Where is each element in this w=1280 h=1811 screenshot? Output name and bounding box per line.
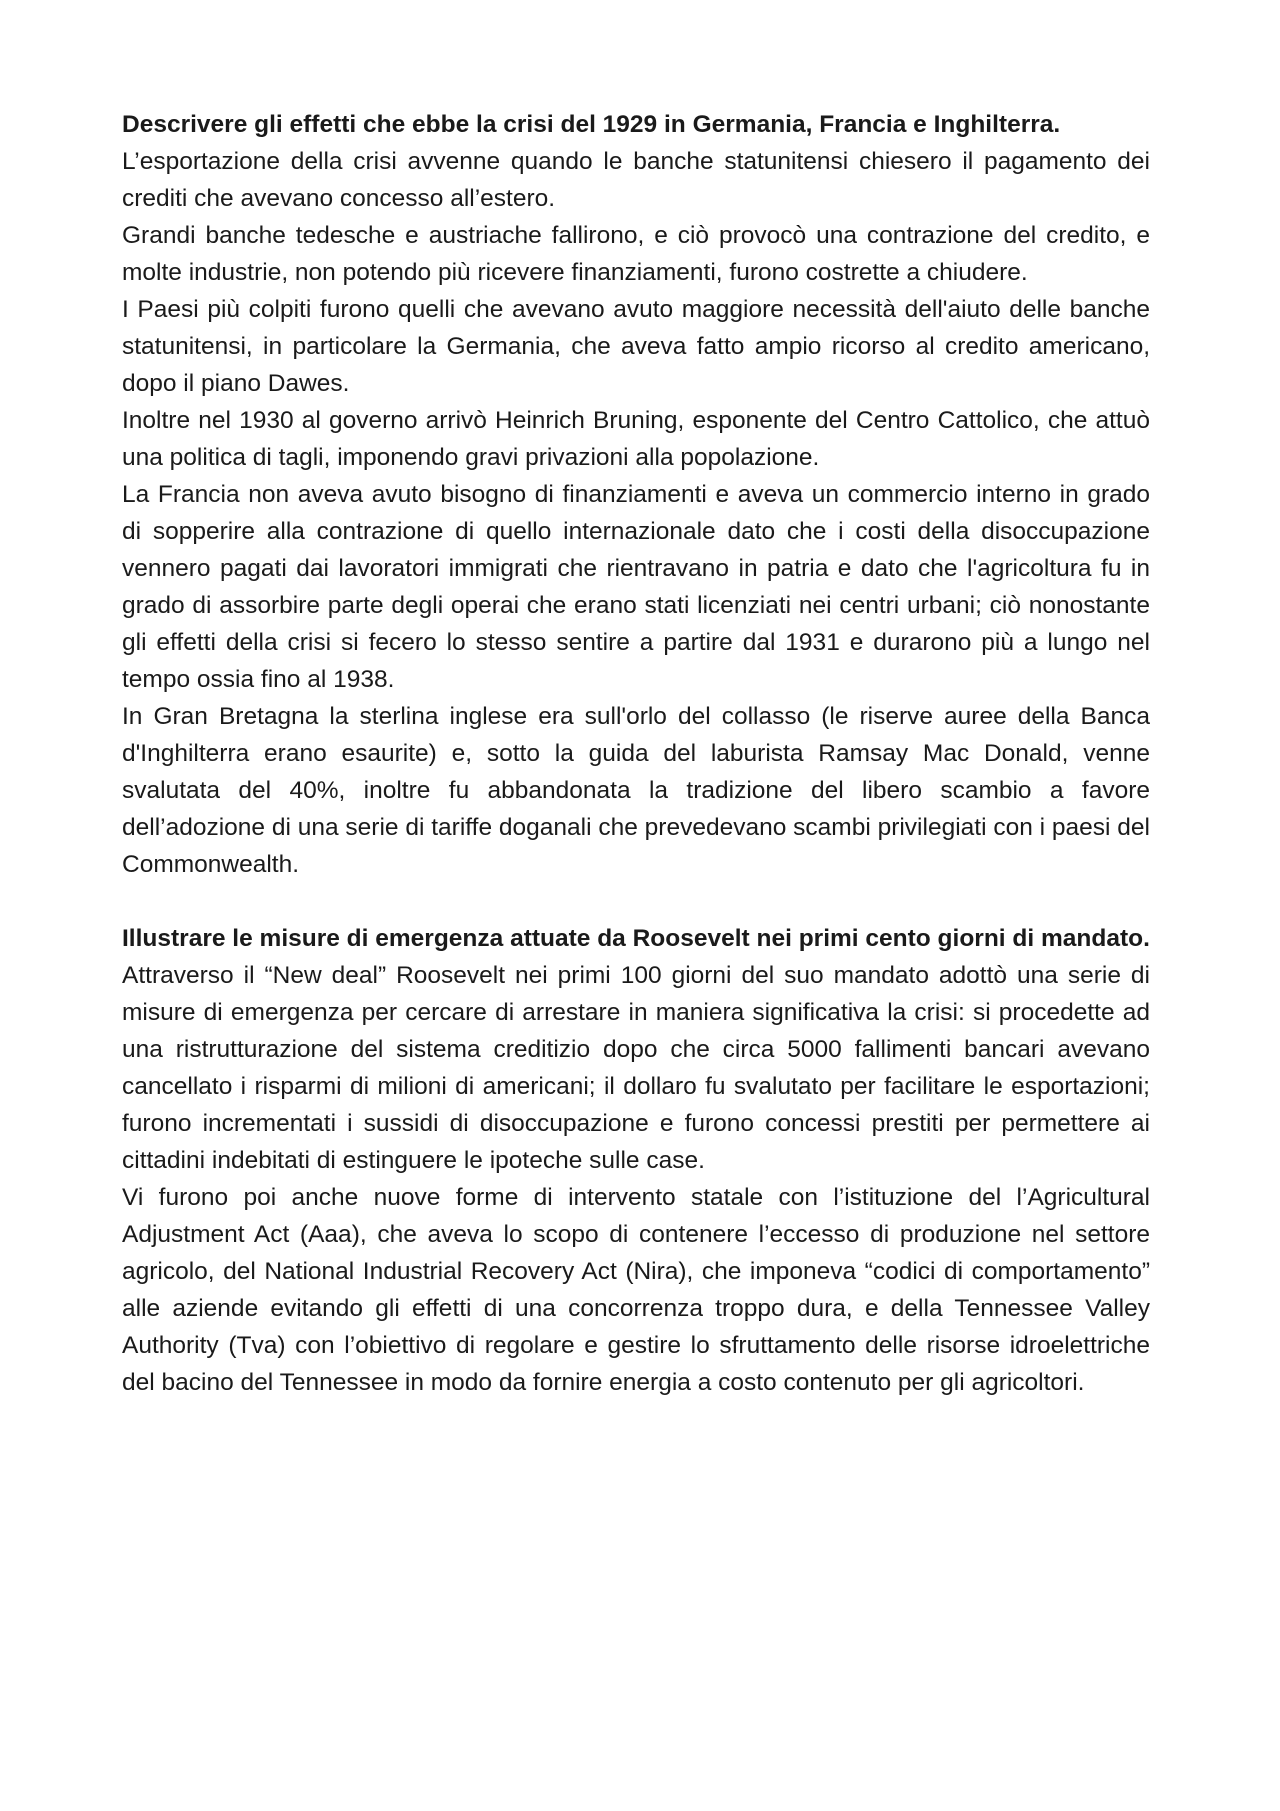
section-heading-crisi-1929: Descrivere gli effetti che ebbe la crisi del 1929 in Germania, Francia e Inghilterra.: [122, 111, 1061, 138]
paragraph: La Francia non aveva avuto bisogno di finanziamenti e aveva un commercio interno in grado di sopperire alla contrazione di quello internazionale dato che i costi della disoccupazione vennero pagati dai lavoratori immigrati che rientravano in patria e dato che l'agricoltura fu in grado di assorbire parte degli operai che erano stati licenziati nei centri urbani; ciò nonostante gli effetti della crisi si fecero lo stesso sentire a partire dal 1931 e durarono più a lungo nel tempo ossia fino al 1938.: [122, 481, 1150, 693]
document-body: [122, 106, 1150, 1401]
section-spacer: [122, 883, 1150, 920]
paragraph: Vi furono poi anche nuove forme di intervento statale con l’istituzione del l’Agricultural Adjustment Act (Aaa), che aveva lo scopo di contenere l’eccesso di produzione nel settore agricolo, del National Industrial Recovery Act (Nira), che imponeva “codici di comportamento” alle aziende evitando gli effetti di una concorrenza troppo dura, e della Tennessee Valley Authority (Tva) con l’obiettivo di regolare e gestire lo sfruttamento delle risorse idroelettriche del bacino del Tennessee in modo da fornire energia a costo contenuto per gli agricoltori.: [122, 1184, 1150, 1396]
paragraph: Grandi banche tedesche e austriache fallirono, e ciò provocò una contrazione del credito, e molte industrie, non potendo più ricevere finanziamenti, furono costrette a chiudere.: [122, 222, 1150, 286]
section-heading-roosevelt: Illustrare le misure di emergenza attuate da Roosevelt nei primi cento giorni di mandato.: [122, 925, 1150, 952]
paragraph: Attraverso il “New deal” Roosevelt nei primi 100 giorni del suo mandato adottò una serie di misure di emergenza per cercare di arrestare in maniera significativa la crisi: si procedette ad una ristrutturazione del sistema creditizio dopo che circa 5000 fallimenti bancari avevano cancellato i risparmi di milioni di americani; il dollaro fu svalutato per facilitare le esportazioni; furono incrementati i sussidi di disoccupazione e furono concessi prestiti per permettere ai cittadini indebitati di estinguere le ipoteche sulle case.: [122, 962, 1150, 1174]
paragraph: In Gran Bretagna la sterlina inglese era sull'orlo del collasso (le riserve auree della Banca d'Inghilterra erano esaurite) e, sotto la guida del laburista Ramsay Mac Donald, venne svalutata del 40%, inoltre fu abbandonata la tradizione del libero scambio a favore dell’adozione di una serie di tariffe doganali che prevedevano scambi privilegiati con i paesi del Commonwealth.: [122, 703, 1150, 878]
paragraph: L’esportazione della crisi avvenne quando le banche statunitensi chiesero il pagamento dei crediti che avevano concesso all’estero.: [122, 148, 1150, 212]
paragraph: I Paesi più colpiti furono quelli che avevano avuto maggiore necessità dell'aiuto delle banche statunitensi, in particolare la Germania, che aveva fatto ampio ricorso al credito americano, dopo il piano Dawes.: [122, 296, 1150, 397]
paragraph: Inoltre nel 1930 al governo arrivò Heinrich Bruning, esponente del Centro Cattolico, che attuò una politica di tagli, imponendo gravi privazioni alla popolazione.: [122, 407, 1150, 471]
